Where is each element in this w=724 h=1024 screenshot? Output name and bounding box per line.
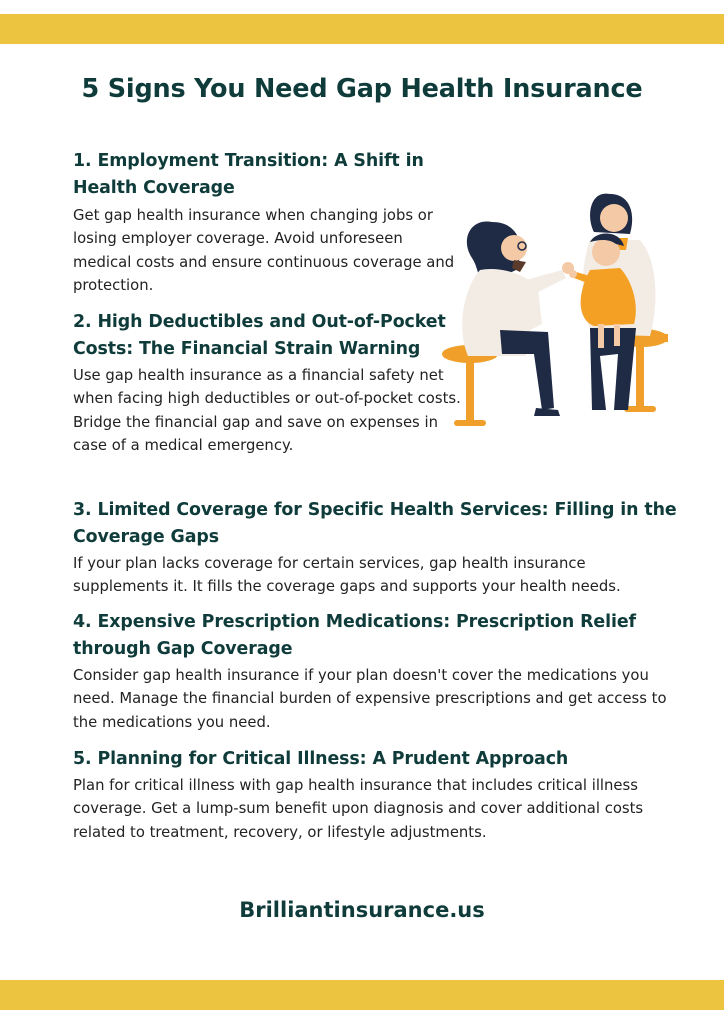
website-footer: Brilliantinsurance.us [239, 898, 485, 922]
doctor-figure [462, 222, 574, 416]
doctor-examining-child-icon [430, 178, 680, 440]
sign-section-4 [73, 609, 683, 734]
section-body: Consider gap health insurance if your plan doesn't cover the medications you need. Manage the financial burden of expensive prescriptions and get access to the medications you need. [73, 667, 667, 731]
sign-section-1 [73, 148, 465, 297]
section-heading: 5. Planning for Critical Illness: A Prudent Approach [73, 749, 569, 769]
section-body: Use gap health insurance as a financial safety net when facing high deductibles or out-of-pocket costs. Bridge the financial gap and save on expenses in case of a medical emergency. [73, 367, 461, 454]
sign-section-2 [73, 309, 465, 457]
section-body: If your plan lacks coverage for certain services, gap health insurance supplements it. It fills the coverage gaps and supports your health needs. [73, 555, 621, 596]
top-accent-band [0, 14, 724, 44]
section-heading: 3. Limited Coverage for Specific Health Services: Filling in the Coverage Gaps [73, 500, 677, 547]
section-heading: 4. Expensive Prescription Medications: Prescription Relief through Gap Coverage [73, 612, 637, 659]
sign-section-5 [73, 746, 683, 844]
bottom-accent-band [0, 980, 724, 1010]
section-heading: 1. Employment Transition: A Shift in Health Coverage [73, 151, 424, 198]
section-body: Plan for critical illness with gap health insurance that includes critical illness coverage. Get a lump-sum benefit upon diagnosis and cover additional costs related to treatment, recovery, or lifestyle adjustments. [73, 777, 644, 841]
section-heading: 2. High Deductibles and Out-of-Pocket Costs: The Financial Strain Warning [73, 312, 446, 359]
page-title: 5 Signs You Need Gap Health Insurance [81, 74, 643, 104]
doctor-stool [442, 345, 498, 426]
sign-section-3 [73, 497, 683, 599]
section-body: Get gap health insurance when changing jobs or losing employer coverage. Avoid unforeseen medical costs and ensure continuous coverage and protection. [73, 207, 455, 294]
